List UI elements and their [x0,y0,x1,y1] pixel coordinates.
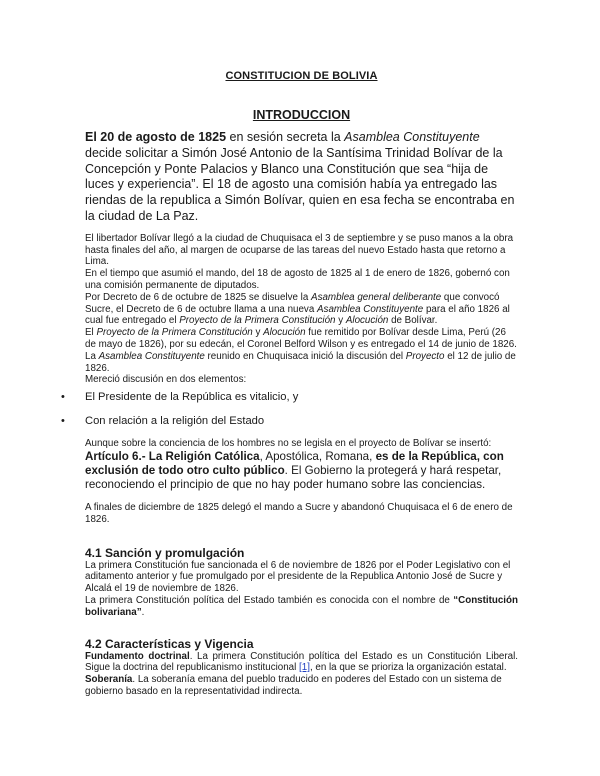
bullet-dot-icon: • [61,391,65,404]
section-4-1-paragraph-2 [85,595,518,619]
paragraph-1: El libertador Bolívar llegó a la ciudad de Chuquisaca el 3 de septiembre y se puso manos a la obra hasta finales del año, al margen de ocuparse de las tareas del nuevo Estado hasta que retorno a Lima. [85,232,514,268]
s41-p2-c: . [141,606,145,618]
article-6-bold-1: Artículo 6.- La Religión Católica [85,449,260,463]
soberania-label: Soberanía [85,674,133,686]
lead-italic-1: Asamblea Constituyente [344,130,480,144]
lead-paragraph [85,130,518,225]
document-title: CONSTITUCION DE BOLIVIA [225,70,378,82]
p5-i2: Proyecto [405,350,445,362]
section-4-2-heading: 4.2 Características y Vigencia [85,636,254,651]
p4-b: y [252,327,264,339]
lead-text-1: en sesión secreta la [226,130,345,144]
paragraph-2: En el tiempo que asumió el mando, del 18 de agosto de 1825 al 1 de enero de 1826, gobernó con una comisión permanente de diputados. [85,268,510,291]
paragraph-6: Mereció discusión en dos elementos: [85,374,247,386]
p5-c: el 12 de julio de 1826. [85,350,516,374]
soberania-text: . La soberanía emana del pueblo traducido en poderes del Estado con un sistema de gobierno basado en la representatividad indirecta. [85,674,502,697]
p4-a: El [85,327,97,339]
footnote-link[interactable]: [1] [299,662,310,674]
p3-c: para el año 1826 al cual fue entregado el [85,303,510,327]
s41-p2-a: La primera Constitución política del Estado también es conocida con el nombre de [85,594,454,606]
section-title-introduccion: INTRODUCCION [252,108,351,122]
paragraph-4 [85,327,518,351]
p3-i2: Asamblea Constituyente [317,303,424,315]
bullet-text: El Presidente de la República es vitalicio, y [85,391,299,404]
bullet-text: Con relación a la religión del Estado [85,415,265,428]
section-4-1 [85,546,518,619]
fundamento-label: Fundamento doctrinal [85,650,190,662]
p3-i3: Proyecto de la Primera Constitución [179,315,336,327]
section-4-1-heading: 4.1 Sanción y promulgación [85,545,245,560]
fundamento-text-1: . La primera Constitución política del Estado es un Constitución Liberal. Sigue la doctrina del republicanismo institucional [85,650,518,674]
bullet-list [61,390,518,428]
article-6-bold-2: es de la República, con exclusión de todo otro culto público [85,449,504,477]
lead-date: El 20 de agosto de 1825 [85,130,227,144]
fundamento-text-2: , en la que se prioriza la organización estatal. [309,662,507,674]
p4-i2: Alocución [263,327,306,339]
paragraph-8: A finales de diciembre de 1825 delegó el mando a Sucre y abandonó Chuquisaca el 6 de enero de 1826. [85,501,513,525]
article-6 [85,450,518,492]
p5-i1: Asamblea Constituyente [98,350,205,362]
list-item [61,390,518,404]
section-4-2 [85,637,518,698]
fundamento-doctrinal-paragraph [85,651,518,675]
p5-a: La [85,350,99,362]
p3-b: que convocó Sucre, el Decreto de 6 de octubre llama a una nueva [85,291,500,315]
s41-p2-bold: “Constitución bolivariana” [85,594,518,618]
p5-b: reunido en Chuquisaca inició la discusión del [204,350,406,362]
soberania-paragraph [85,674,518,698]
list-item [61,414,518,428]
article-6-text-2: . El Gobierno la protegerá y hará respetar, reconociendo el principio de que no hay poder humano sobre las conciencias. [85,463,502,491]
p3-i1: Asamblea general deliberante [311,291,442,303]
bullet-dot-icon: • [61,415,65,428]
p3-e: de Bolívar. [388,315,438,327]
lead-text-2: decide solicitar a Simón José Antonio de la Santísima Trinidad Bolívar de la Concepción y Ponte Palacios y Blanco una Constitución que sea “hija de luces y experiencia”. El 18 de agosto una comisión había ya entregado las riendas de la republica a Simón Bolívar, quien en esa fecha se encontraba en la ciudad de La Paz. [85,145,515,223]
intro-block [85,233,518,386]
section-4-1-paragraph-1: La primera Constitución fue sancionada el 6 de noviembre de 1826 por el Poder Legislativo con el aditamento anterior y fue promulgado por el presidente de la Republica Antonio José de Sucre y Alcalá el 19 de noviembre de 1826. [85,559,511,595]
p3-d: y [335,315,346,327]
paragraph-5 [85,351,518,375]
paragraph-3 [85,292,518,327]
paragraph-7: Aunque sobre la conciencia de los hombres no se legisla en el proyecto de Bolívar se insertó: [85,438,492,450]
article-6-text-1: , Apostólica, Romana, [259,449,376,463]
p4-i1: Proyecto de la Primera Constitución [96,327,253,339]
p4-c: fue remitido por Bolívar desde Lima, Perú (26 de mayo de 1826), por su edecán, el Coronel Belford Wilson y es entregado el 14 de junio de 1826. [85,327,517,350]
p3-i4: Alocución [345,315,389,327]
document-page [61,60,518,698]
p3-a: Por Decreto de 6 de octubre de 1825 se disuelve la [85,291,312,303]
